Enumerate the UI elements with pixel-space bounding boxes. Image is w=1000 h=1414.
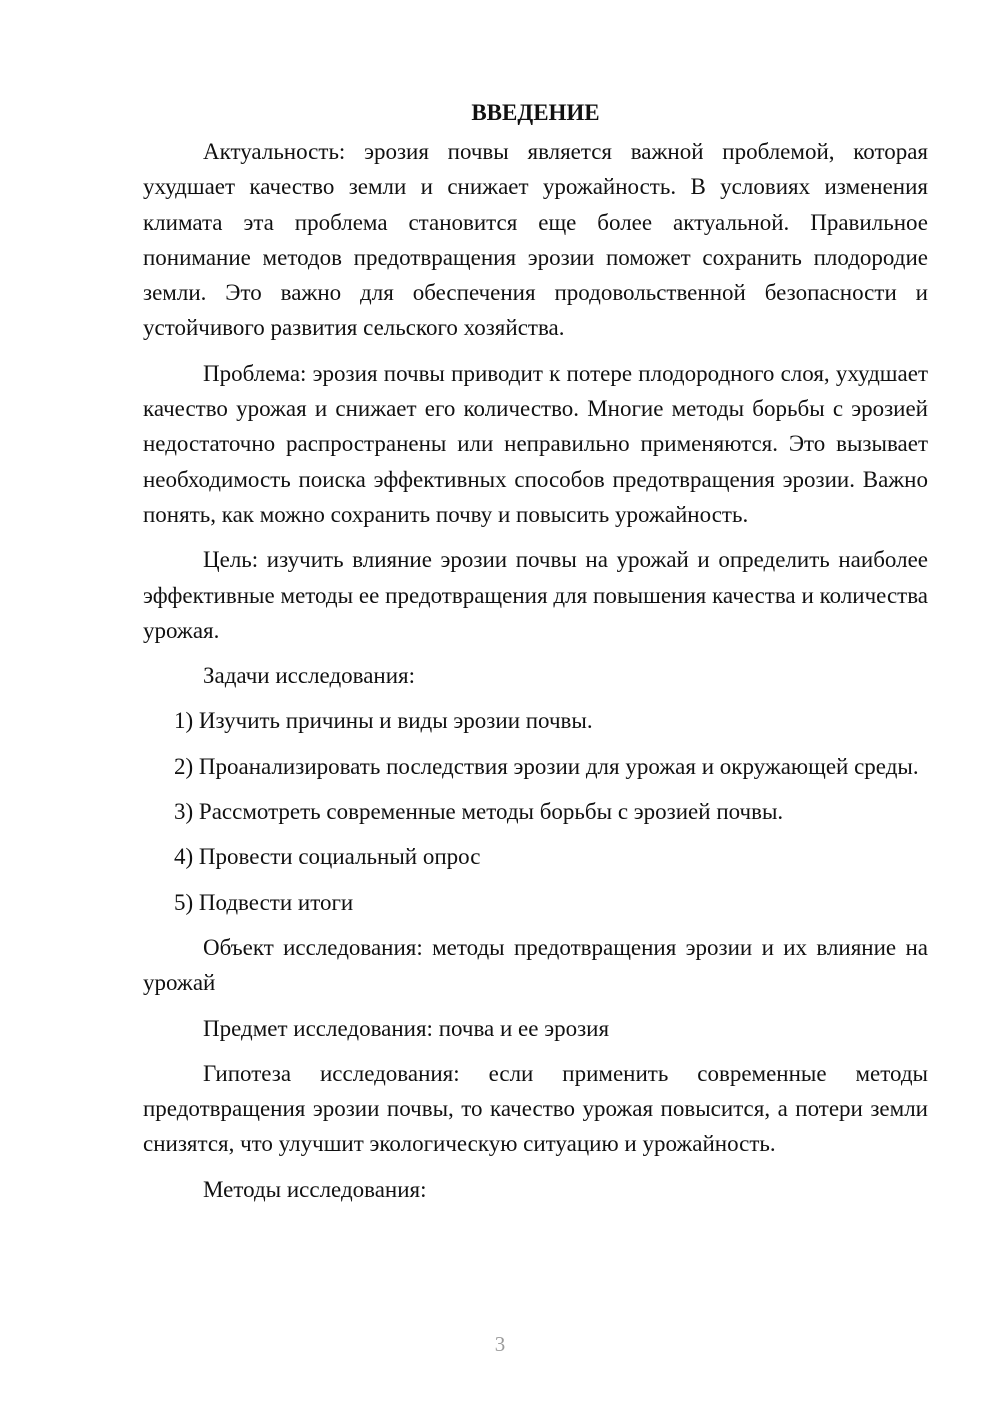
hypothesis-paragraph: Гипотеза исследования: если применить современные методы предотвращения эрозии почвы, то качество урожая повысится, а потери земли снизятся, что улучшит экологическую ситуацию и урожайность.: [143, 1060, 928, 1157]
task-item-5: 5) Подвести итоги: [174, 889, 354, 915]
methods-heading: Методы исследования:: [203, 1176, 427, 1202]
relevance-paragraph: Актуальность: эрозия почвы является важной проблемой, которая ухудшает качество земли и снижает урожайность. В условиях изменения климата эта проблема становится еще более актуальной. Правильное понимание методов предотвращения эрозии поможет сохранить плодородие земли. Это важно для обеспечения продовольственной безопасности и устойчивого развития сельского хозяйства.: [143, 139, 928, 341]
task-item-4: 4) Провести социальный опрос: [174, 844, 481, 870]
object-paragraph: Объект исследования: методы предотвращения эрозии и их влияние на урожай: [143, 934, 928, 996]
tasks-heading: Задачи исследования:: [203, 663, 416, 689]
page-title: ВВЕДЕНИЕ: [471, 100, 600, 125]
subject-paragraph: Предмет исследования: почва и ее эрозия: [203, 1015, 610, 1041]
problem-paragraph: Проблема: эрозия почвы приводит к потере плодородного слоя, ухудшает качество урожая и снижает его количество. Многие методы борьбы с эрозией недостаточно распространены или неправильно применяются. Это вызывает необходимость поиска эффективных способов предотвращения эрозии. Важно понять, как можно сохранить почву и повысить урожайность.: [143, 360, 928, 527]
tasks-list: [143, 703, 928, 919]
task-item-2: 2) Проанализировать последствия эрозии для урожая и окружающей среды.: [174, 753, 919, 779]
task-item-1: 1) Изучить причины и виды эрозии почвы.: [174, 708, 593, 734]
page-number: 3: [494, 1332, 506, 1356]
document-page: [143, 95, 928, 1217]
task-item-3: 3) Рассмотреть современные методы борьбы с эрозией почвы.: [174, 799, 784, 825]
goal-paragraph: Цель: изучить влияние эрозии почвы на урожай и определить наиболее эффективные методы ее предотвращения для повышения качества и количества урожая.: [143, 547, 928, 643]
